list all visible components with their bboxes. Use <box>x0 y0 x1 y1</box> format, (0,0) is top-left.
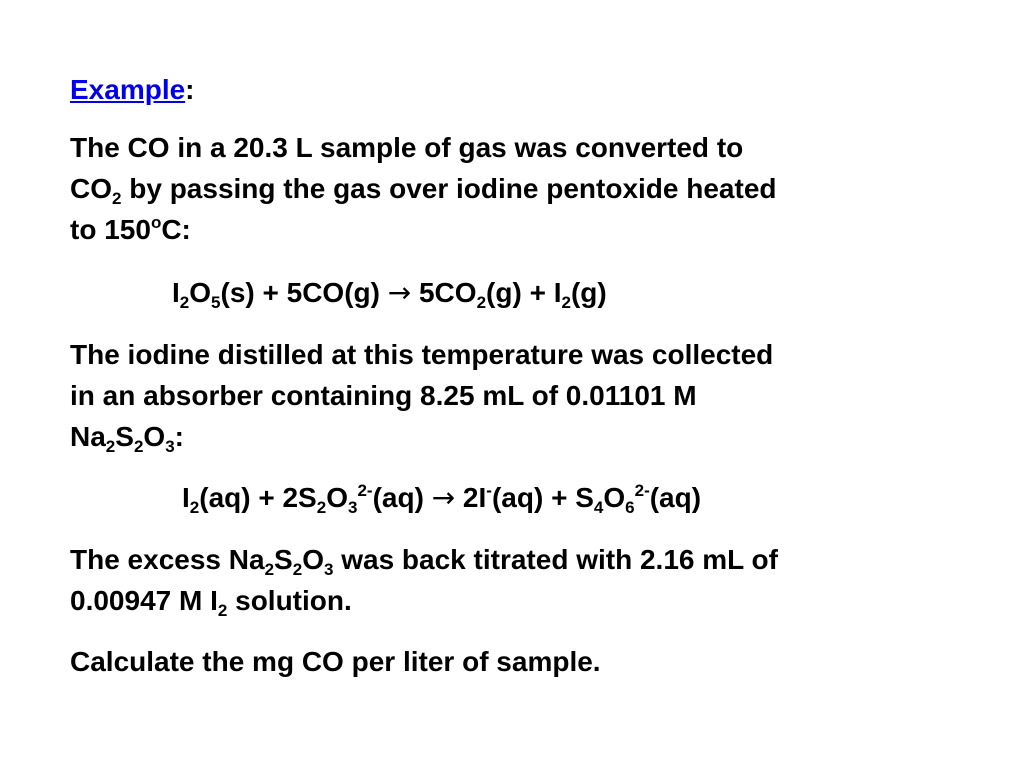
problem-text-line-1: The CO in a 20.3 L sample of gas was converted to <box>70 132 744 163</box>
example-heading <box>70 74 195 106</box>
question-text: Calculate the mg CO per liter of sample. <box>70 646 601 677</box>
reaction-equation-1: $I_2O_5(s) + 5CO(g) \to 5CO_2(g) + I_2(g)$ <box>172 276 607 312</box>
back-titration-line-2: 0.00947 M $I_2$ solution. <box>70 585 352 620</box>
problem-text-line-2: $CO_2$ by passing the gas over iodine pentoxide heated <box>70 173 777 208</box>
right-arrow-icon: → <box>387 276 412 309</box>
back-titration-line-1: The excess $Na_2S_2O_3$ was back titrated with 2.16 mL of <box>70 544 778 579</box>
absorber-text-line-2: in an absorber containing 8.25 mL of 0.01101 M <box>70 380 697 411</box>
example-link[interactable]: Example <box>70 74 186 105</box>
right-arrow-icon: → <box>431 481 456 514</box>
absorber-text-line-3: $Na_2S_2O_3$: <box>70 421 184 456</box>
reaction-equation-2: $I_2(aq) + 2S_2O_3^{2-}(aq) \to 2I^-(aq) + S_4O_6^{2-}(aq)$ <box>182 481 702 517</box>
absorber-text-line-1: The iodine distilled at this temperature was collected <box>70 339 774 370</box>
heading-colon: : <box>185 74 195 105</box>
problem-text-line-3: to 150$^o$C: <box>70 213 191 245</box>
